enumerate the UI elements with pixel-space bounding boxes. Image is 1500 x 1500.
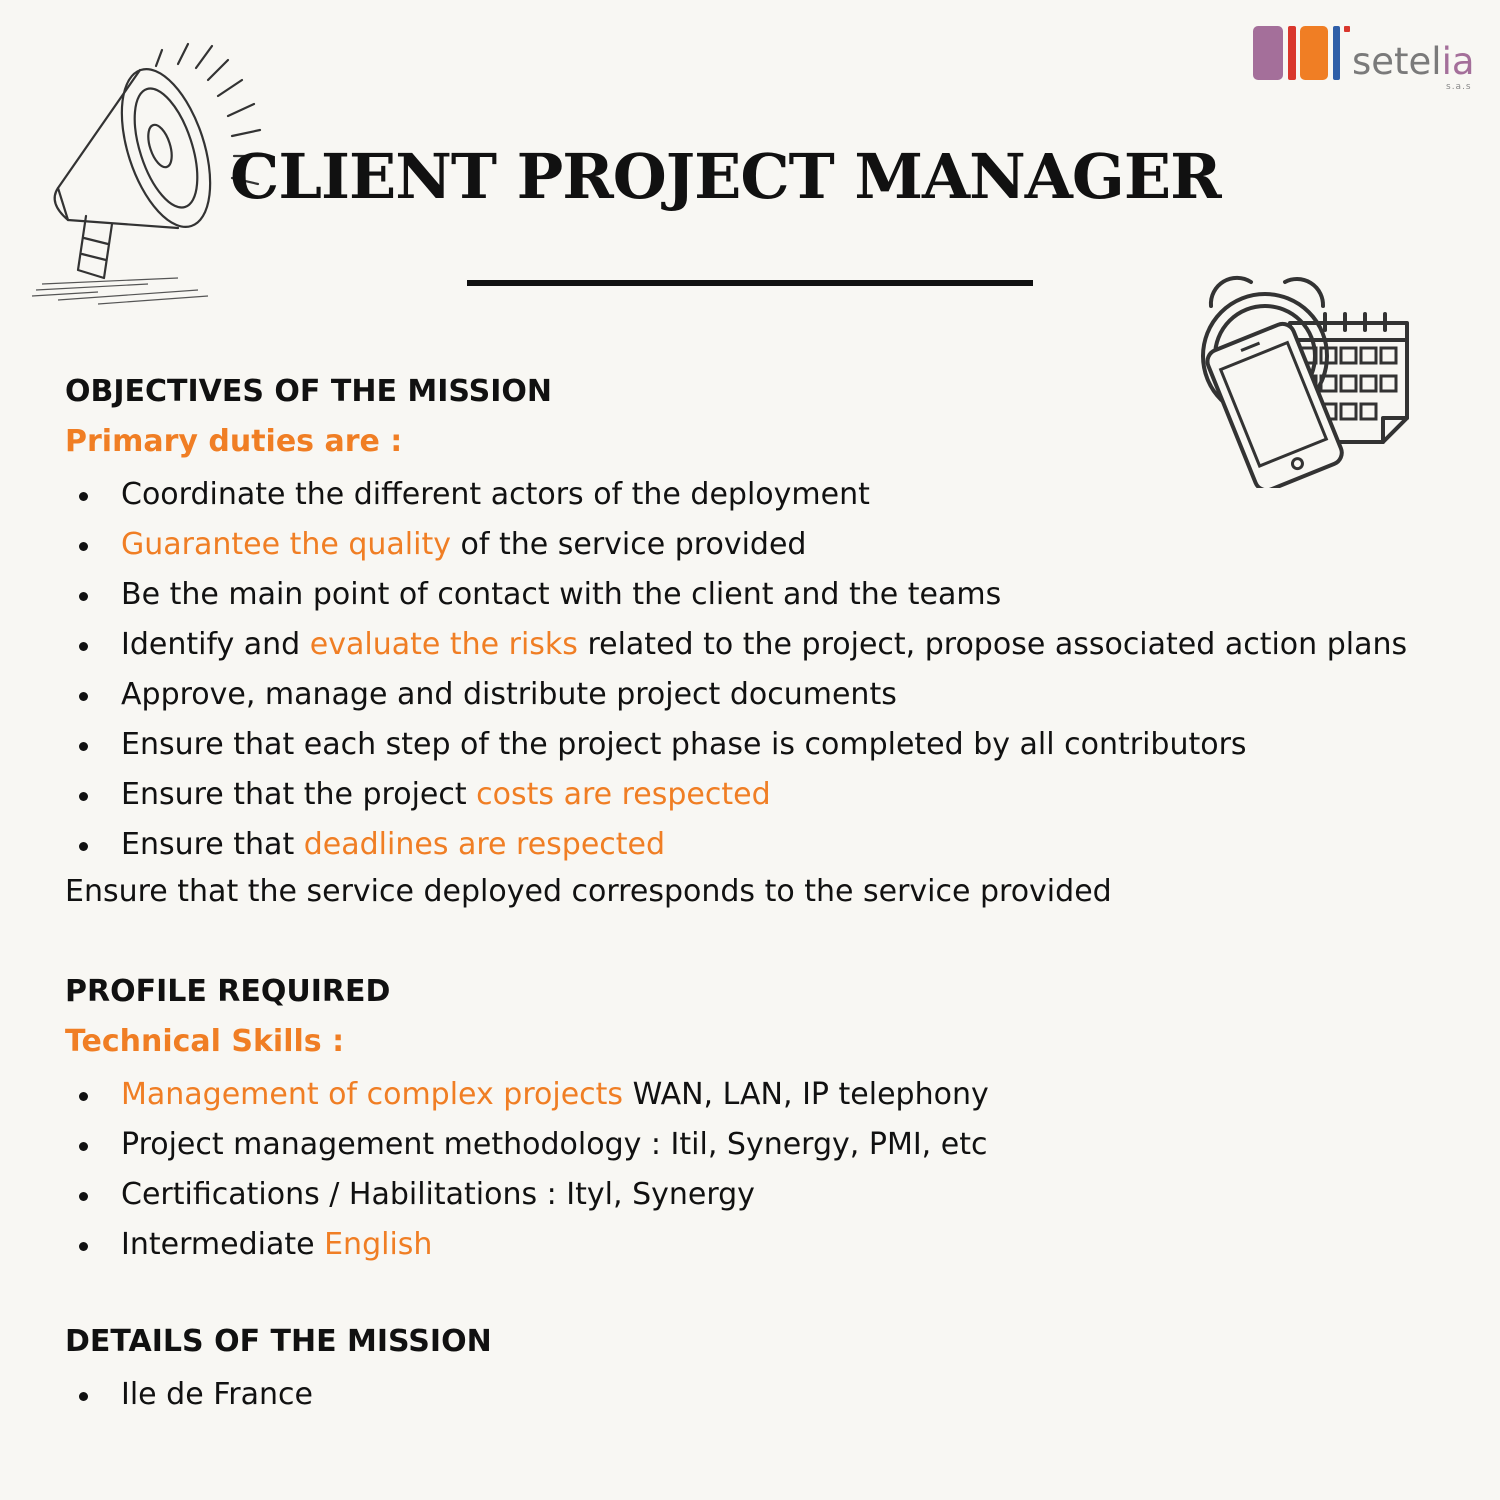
- highlighted-text: evaluate the risks: [309, 627, 578, 662]
- logo-subtext: s.a.s: [1446, 82, 1472, 92]
- technical-skills-subheading: Technical Skills :: [65, 1024, 345, 1059]
- item-text: Identify and: [121, 627, 310, 662]
- list-item: [0, 770, 1407, 820]
- list-item: [0, 670, 1407, 720]
- item-text: of the service provided: [451, 527, 807, 562]
- highlighted-text: English: [324, 1227, 433, 1262]
- title-underline: [467, 280, 1033, 286]
- item-text: Ile de France: [121, 1377, 313, 1412]
- highlighted-text: Management of complex projects: [121, 1077, 624, 1112]
- item-text: Be the main point of contact with the client and the teams: [121, 577, 1002, 612]
- list-item: [0, 520, 1407, 570]
- list-item: [0, 1120, 989, 1170]
- list-item: [0, 1070, 989, 1120]
- profile-heading: PROFILE REQUIRED: [65, 974, 391, 1009]
- list-item: [0, 620, 1407, 670]
- details-list: [0, 1370, 313, 1420]
- objectives-trailing-line: Ensure that the service deployed corresponds to the service provided: [65, 874, 1112, 909]
- list-item: [0, 470, 1407, 520]
- details-heading: DETAILS OF THE MISSION: [65, 1324, 492, 1359]
- alarm-clock-phone-calendar-icon: [1195, 268, 1425, 488]
- item-text: Intermediate: [121, 1227, 325, 1262]
- primary-duties-subheading: Primary duties are :: [65, 424, 403, 459]
- list-item: [0, 1170, 989, 1220]
- item-text: Ensure that each step of the project phase is completed by all contributors: [121, 727, 1247, 762]
- highlighted-text: costs are respected: [476, 777, 771, 812]
- item-text: Project management methodology : Itil, Synergy, PMI, etc: [121, 1127, 988, 1162]
- item-text: Ensure that the project: [121, 777, 477, 812]
- item-text: Approve, manage and distribute project documents: [121, 677, 897, 712]
- list-item: [0, 720, 1407, 770]
- logo-wordmark: setelia: [1352, 40, 1475, 83]
- item-text: WAN, LAN, IP telephony: [623, 1077, 989, 1112]
- list-item: [0, 1220, 989, 1270]
- list-item: [0, 1370, 313, 1420]
- highlighted-text: deadlines are respected: [303, 827, 666, 862]
- page-title: CLIENT PROJECT MANAGER: [230, 140, 1221, 213]
- objectives-heading: OBJECTIVES OF THE MISSION: [65, 374, 553, 409]
- profile-list: [0, 1070, 989, 1270]
- item-text: Coordinate the different actors of the deployment: [121, 477, 870, 512]
- list-item: [0, 820, 1407, 870]
- objectives-list: [0, 470, 1407, 870]
- item-text: related to the project, propose associated action plans: [577, 627, 1408, 662]
- highlighted-text: Guarantee the quality: [121, 527, 451, 562]
- item-text: Ensure that: [121, 827, 304, 862]
- item-text: Certifications / Habilitations : Ityl, Synergy: [121, 1177, 755, 1212]
- list-item: [0, 570, 1407, 620]
